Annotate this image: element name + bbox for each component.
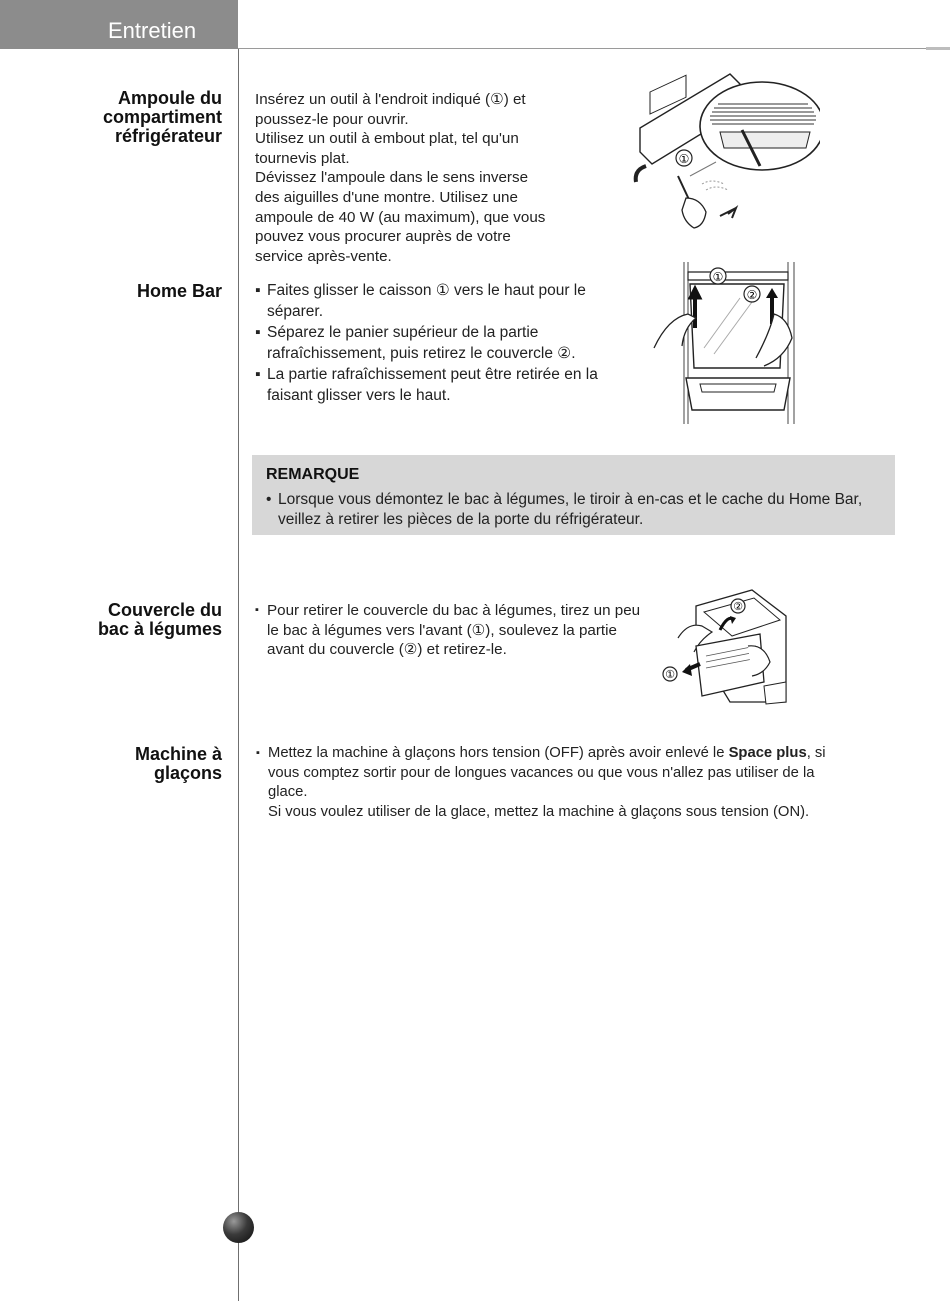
section-title-line: réfrigérateur — [114, 126, 222, 146]
margin-divider — [238, 49, 239, 1301]
figure-marker: ① — [678, 152, 690, 166]
section-title-line: compartiment — [102, 107, 222, 127]
header-rule — [238, 48, 950, 49]
remark-title: REMARQUE — [266, 466, 360, 483]
list-item-text: Séparez le panier supérieur de la partie rafraîchissement, puis retirez le couvercle ②. — [267, 324, 576, 362]
text-line: ampoule de 40 W (au maximum), que vous — [255, 208, 546, 226]
text-line: poussez-le pour ouvrir. — [255, 110, 409, 128]
list-item-text: , si vous comptez sortir pour de longues vacances ou que vous n'allez pas utiliser de la glace. — [268, 745, 826, 800]
text-line: service après-vente. — [255, 247, 392, 265]
home-bar-list — [255, 280, 633, 406]
remark-body: Lorsque vous démontez le bac à légumes, le tiroir à en-cas et le cache du Home Bar, veillez à retirer les pièces de la porte du réfrigérateur. — [278, 491, 863, 528]
figure-marker: ② — [733, 600, 743, 613]
text-line: tournevis plat. — [255, 149, 350, 167]
text-line: Insérez un outil à l'endroit indiqué (①) et — [255, 91, 526, 108]
text-line: pouvez vous procurer auprès de votre — [255, 228, 511, 246]
couvercle-text — [255, 601, 641, 660]
section-title-glacons — [135, 745, 222, 783]
bullet: ▪ — [255, 324, 261, 341]
space-plus-term: Space plus — [728, 745, 807, 761]
text-line: Utilisez un outil à embout plat, tel qu'un — [255, 130, 519, 148]
list-item-text: La partie rafraîchissement peut être retirée en la faisant glisser vers le haut. — [267, 366, 598, 404]
section-title-couvercle — [98, 601, 222, 639]
bullet: ▪ — [255, 282, 261, 299]
crisper-cover-illustration — [656, 586, 790, 708]
list-item-text: Faites glisser le caisson ① vers le haut pour le séparer. — [267, 282, 586, 320]
figure-marker: ② — [746, 288, 758, 302]
ampoule-text — [255, 90, 595, 266]
list-item-text: Mettez la machine à glaçons hors tension (OFF) après avoir enlevé le — [268, 745, 729, 761]
section-title-line: Couvercle du — [107, 600, 222, 620]
section-title-ampoule — [103, 89, 222, 146]
list-item-text: Pour retirer le couvercle du bac à légumes, tirez un peu le bac à légumes vers l'avant (①), soulevez la partie avant du couvercle (②) et retirez-le. — [267, 602, 641, 659]
bullet: ▪ — [255, 604, 259, 616]
text-line: Dévissez l'ampoule dans le sens inverse — [255, 169, 529, 187]
list-item-text: Si vous voulez utiliser de la glace, mettez la machine à glaçons sous tension (ON). — [268, 803, 810, 820]
section-title-home-bar: Home Bar — [136, 281, 222, 301]
list-item — [255, 322, 633, 364]
glacons-list — [256, 744, 854, 822]
header-rule-end — [926, 47, 950, 50]
remark-text — [266, 490, 886, 530]
figure-marker: ① — [712, 270, 724, 284]
lamp-cover-illustration — [620, 66, 820, 238]
list-item — [255, 280, 633, 322]
remark-box — [252, 455, 895, 535]
list-item — [256, 744, 854, 822]
section-title-line: Ampoule du — [118, 88, 222, 108]
home-bar-text — [255, 280, 633, 406]
page-marker-dot — [223, 1212, 254, 1243]
header-tab — [0, 0, 238, 49]
section-title-line: glaçons — [153, 763, 222, 783]
figure-marker: ① — [665, 668, 675, 681]
section-title-line: bac à légumes — [97, 619, 222, 639]
bullet: ▪ — [255, 366, 261, 383]
bullet: • — [266, 491, 272, 508]
glacons-text — [256, 744, 854, 822]
bullet: ▪ — [256, 747, 260, 759]
section-title-line: Machine à — [134, 744, 222, 764]
text-line: des aiguilles d'une montre. Utilisez une — [255, 188, 518, 206]
couvercle-list — [255, 601, 641, 660]
page-title: Entretien — [108, 18, 197, 43]
list-item — [255, 364, 633, 406]
list-item — [255, 601, 641, 660]
home-bar-illustration — [644, 258, 800, 424]
